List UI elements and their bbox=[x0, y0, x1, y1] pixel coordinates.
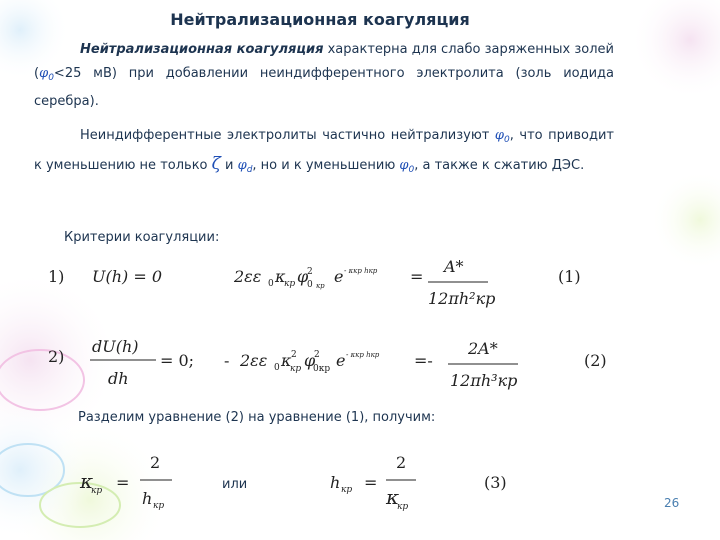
eq1-middle bbox=[233, 267, 423, 290]
svg-text:κ: κ bbox=[281, 351, 292, 370]
svg-text:h: h bbox=[330, 473, 341, 492]
phid-symbol: φ bbox=[237, 158, 247, 173]
eq1-fraction bbox=[428, 257, 495, 308]
svg-text:dU(h): dU(h) bbox=[92, 337, 139, 356]
eq1-reference: (1) bbox=[558, 267, 581, 286]
slide-title: Нейтрализационная коагуляция bbox=[170, 10, 470, 29]
eq2-middle bbox=[224, 350, 433, 374]
svg-text:2: 2 bbox=[396, 453, 407, 472]
eq3-reference: (3) bbox=[484, 473, 507, 492]
svg-text:кр: кр bbox=[91, 486, 103, 496]
svg-text:e: e bbox=[336, 351, 346, 370]
paragraph-electrolytes: Неиндифферентные электролиты частично нейтрализуют $\varphi_0$, что приводит к уменьшению не только ζ и $\varphi_d$, но и к уменьшению $\varphi_0$, а также к сжатию ДЭС. bbox=[34, 128, 614, 175]
svg-text:12πh³кр: 12πh³кр bbox=[450, 371, 518, 390]
paragraph-intro: Нейтрализационная коагуляция характерна для слабо заряженных золей ($\varphi_0<25$ мВ) при добавлении неиндифферентного электролита (золь иодида серебра). bbox=[34, 42, 614, 109]
svg-text:2εε: 2εε bbox=[234, 267, 262, 286]
svg-text:=: = bbox=[116, 473, 130, 492]
svg-text:φ: φ bbox=[297, 267, 309, 286]
svg-text:кр: кр bbox=[341, 485, 353, 495]
svg-text:0кр: 0кр bbox=[313, 364, 331, 374]
divide-instruction: Разделим уравнение (2) на уравнение (1), получим: bbox=[78, 410, 436, 425]
svg-text:h: h bbox=[142, 489, 153, 508]
svg-text:=: = bbox=[410, 267, 424, 286]
equation-1 bbox=[28, 252, 648, 316]
svg-text:кр: кр bbox=[284, 279, 296, 289]
eq2-reference: (2) bbox=[584, 351, 607, 370]
svg-text:0: 0 bbox=[274, 363, 280, 373]
zeta-symbol: ζ bbox=[211, 154, 221, 174]
svg-text:κ: κ bbox=[275, 267, 286, 286]
svg-text:12πh²кр: 12πh²кр bbox=[428, 289, 496, 308]
svg-text:e: e bbox=[334, 267, 344, 286]
eq2-rhs-fraction bbox=[448, 339, 518, 390]
svg-text:2A*: 2A* bbox=[468, 339, 498, 358]
svg-text:κ: κ bbox=[386, 485, 400, 509]
eq3-or: или bbox=[222, 477, 248, 492]
eq2-number: 2) bbox=[48, 347, 65, 366]
bold-term: Нейтрализационная коагуляция bbox=[80, 42, 324, 57]
eq1-number: 1) bbox=[48, 267, 65, 286]
svg-text:=-: =- bbox=[414, 351, 433, 370]
svg-text:кр: кр bbox=[290, 364, 302, 374]
phi0-symbol: φ bbox=[494, 128, 504, 143]
page-number: 26 bbox=[664, 496, 680, 510]
svg-text:0: 0 bbox=[307, 280, 313, 290]
phi0b-symbol: φ bbox=[399, 158, 409, 173]
svg-text:2: 2 bbox=[314, 350, 320, 360]
svg-text:0: 0 bbox=[268, 279, 274, 289]
svg-text:кр: кр bbox=[153, 501, 165, 511]
eq3-right bbox=[330, 453, 416, 512]
svg-text:2: 2 bbox=[307, 267, 313, 277]
svg-text:A*: A* bbox=[444, 257, 464, 276]
criteria-label: Критерии коагуляции: bbox=[64, 230, 220, 245]
svg-text:φ: φ bbox=[304, 351, 316, 370]
eq3-left bbox=[79, 453, 172, 511]
eq1-lhs: U(h) = 0 bbox=[92, 267, 163, 286]
svg-text:κ: κ bbox=[80, 469, 94, 493]
svg-text:- κкр hкр: - κкр hкр bbox=[344, 267, 378, 275]
svg-text:кр: кр bbox=[316, 282, 325, 290]
svg-text:кр: кр bbox=[397, 502, 409, 512]
phi-symbol: φ bbox=[39, 66, 49, 81]
svg-text:=: = bbox=[364, 473, 378, 492]
equation-2 bbox=[28, 330, 648, 400]
svg-text:- κкр hкр: - κкр hкр bbox=[346, 351, 380, 359]
svg-text:2: 2 bbox=[150, 453, 161, 472]
equation-3 bbox=[60, 444, 620, 524]
eq2-lhs-tail: = 0; bbox=[160, 351, 195, 370]
svg-text:-: - bbox=[224, 351, 230, 370]
svg-text:2: 2 bbox=[291, 350, 297, 360]
eq2-lhs-fraction bbox=[90, 337, 156, 388]
svg-text:dh: dh bbox=[108, 369, 129, 388]
svg-text:2εε: 2εε bbox=[240, 351, 268, 370]
